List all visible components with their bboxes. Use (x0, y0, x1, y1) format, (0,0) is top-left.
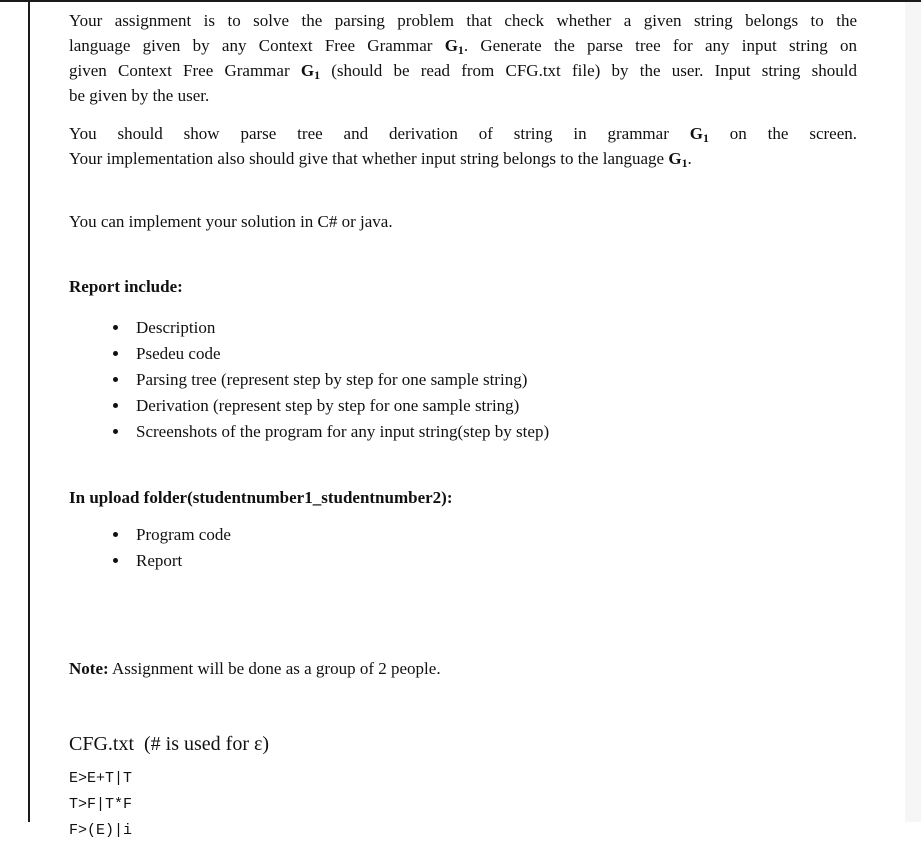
report-include-heading: Report include: (69, 277, 183, 296)
grammar-g1-letter: G (668, 149, 682, 168)
cfg-file-heading: CFG.txt (# is used for ε) (69, 733, 270, 755)
text-run: . Generate the parse tree for any input string on (463, 36, 857, 55)
text-run: . (687, 149, 692, 168)
report-items-list (69, 315, 857, 445)
grammar-g1 (301, 61, 320, 80)
document-content (69, 8, 857, 844)
list-item: • Screenshots of the program for any input string(step by step) (130, 419, 857, 445)
list-item: • Psedeu code (130, 341, 857, 367)
grammar-g1-subscript: 1 (702, 131, 709, 145)
grammar-g1 (690, 124, 709, 143)
paragraph-line (69, 121, 857, 146)
top-border-rule (0, 0, 921, 2)
text-run: be given by the user. (69, 86, 210, 105)
grammar-g1 (668, 149, 687, 168)
paragraph-assignment (69, 8, 857, 108)
note-text: Assignment will be done as a group of 2 people. (108, 659, 441, 678)
list-item: • Description (130, 315, 857, 341)
paragraph-show-parse-tree (69, 121, 857, 171)
list-item: • Derivation (represent step by step for one sample string) (130, 393, 857, 419)
upload-folder-heading: In upload folder(studentnumber1_studentnumber2): (69, 488, 453, 507)
grammar-rule-line: E>E+T|T (69, 770, 133, 787)
grammar-g1-subscript: 1 (681, 156, 688, 170)
paragraph-line (69, 146, 857, 171)
text-run: language given by any Context Free Grammar (69, 36, 445, 55)
grammar-rule-line: F>(E)|i (69, 822, 133, 839)
grammar-g1-letter: G (444, 36, 458, 55)
list-item: • Program code (130, 522, 857, 548)
paragraph-implementation-language: You can implement your solution in C# or java. (69, 212, 393, 231)
cfg-grammar-code (69, 766, 857, 844)
list-item: • Report (130, 548, 857, 574)
paragraph-line (69, 58, 857, 83)
grammar-g1-letter: G (689, 124, 703, 143)
text-run: given Context Free Grammar (69, 61, 301, 80)
grammar-g1-subscript: 1 (457, 43, 464, 57)
paragraph-line (69, 33, 857, 58)
list-item: • Parsing tree (represent step by step for one sample string) (130, 367, 857, 393)
upload-items-list (69, 522, 857, 574)
left-border-rule (28, 0, 30, 822)
right-page-gutter (905, 2, 921, 822)
text-run: You should show parse tree and derivation of string in grammar (69, 124, 690, 143)
note-label: Note: (69, 659, 109, 678)
text-run: Your assignment is to solve the parsing problem that check whether a given string belongs to the (69, 11, 857, 30)
grammar-g1-subscript: 1 (314, 68, 321, 82)
paragraph-line (69, 83, 857, 108)
grammar-rule-line: T>F|T*F (69, 796, 133, 813)
text-run: (should be read from CFG.txt file) by the user. Input string should (320, 61, 857, 80)
paragraph-line (69, 8, 857, 33)
grammar-g1 (445, 36, 464, 55)
note-paragraph (69, 656, 857, 681)
grammar-g1-letter: G (300, 61, 315, 80)
text-run: Your implementation also should give that whether input string belongs to the language (69, 149, 669, 168)
text-run: on the screen. (708, 124, 857, 143)
